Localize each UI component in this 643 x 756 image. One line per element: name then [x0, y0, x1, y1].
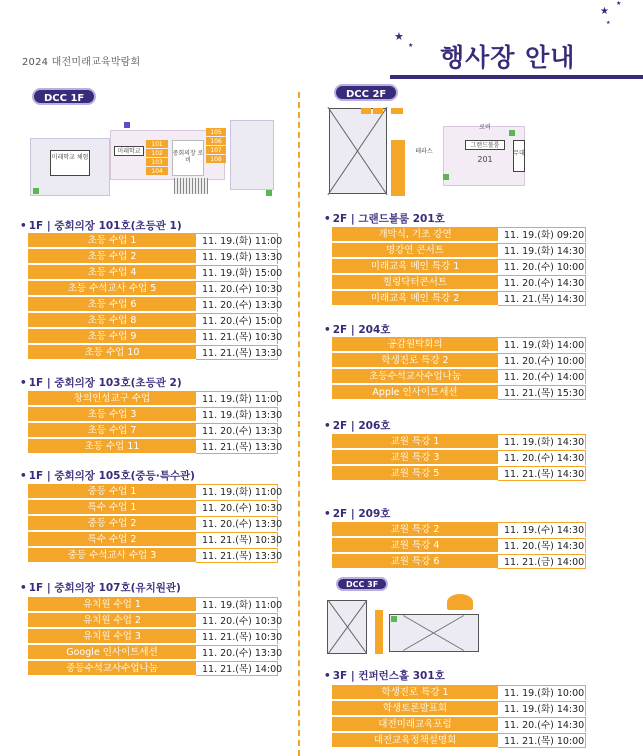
- map-room-201-label: 201: [477, 155, 493, 164]
- page-title: 행사장 안내: [440, 43, 576, 72]
- section-title-text: 2F | 그랜드볼룸 201호: [332, 213, 445, 225]
- session-name: 초등 수업 1: [28, 233, 196, 248]
- map-stairs: [174, 178, 208, 194]
- session-time: 11. 21.(목) 10:00: [498, 733, 586, 748]
- bullet-icon: •: [324, 213, 331, 225]
- event-subtitle: 2024 대전미래교육박람회: [22, 57, 141, 68]
- bullet-icon: •: [324, 508, 331, 520]
- bullet-icon: •: [20, 220, 27, 232]
- session-time: 11. 20.(수) 10:30: [196, 500, 278, 515]
- session-name: 공감원탁회의: [332, 337, 498, 352]
- floor-label-2f: DCC 2F: [334, 84, 398, 101]
- map-room-105-label: 105: [210, 129, 222, 136]
- session-name: 교원 특강 6: [332, 554, 498, 569]
- session-name: Apple 인사이트세션: [332, 385, 498, 400]
- session-name: 유치원 수업 1: [28, 597, 196, 612]
- schedule-row: [332, 227, 586, 243]
- schedule-row: [332, 466, 586, 482]
- session-name: 유치원 수업 3: [28, 629, 196, 644]
- session-name: 초등 수석교사 수업 5: [28, 281, 196, 296]
- bullet-icon: •: [20, 470, 27, 482]
- schedule-row: [28, 548, 283, 564]
- schedule-table: [332, 337, 586, 401]
- schedule-row: [332, 369, 586, 385]
- map-lobby-2f-label: 로비: [479, 124, 491, 131]
- schedule-row: [28, 407, 283, 423]
- schedule-table: [28, 233, 283, 361]
- schedule-row: [28, 629, 283, 645]
- bullet-icon: •: [324, 670, 331, 682]
- session-name: 특수 수업 2: [28, 532, 196, 547]
- session-time: 11. 20.(수) 10:00: [498, 259, 586, 274]
- schedule-row: [28, 345, 283, 361]
- session-name: 학생진로 특강 2: [332, 353, 498, 368]
- section-title-text: 1F | 중회의장 105호(중등·특수관): [28, 470, 195, 482]
- session-time: 11. 19.(화) 15:00: [196, 265, 278, 280]
- map-room-102-label: 102: [151, 150, 163, 157]
- session-time: 11. 21.(목) 14:30: [498, 466, 586, 481]
- map-room-future-school-label: 미래학교: [117, 148, 141, 155]
- session-time: 11. 21.(금) 14:00: [498, 554, 586, 569]
- schedule-row: [28, 297, 283, 313]
- session-time: 11. 20.(수) 14:30: [498, 275, 586, 290]
- session-name: 창의인성교구 수업: [28, 391, 196, 406]
- session-name: 교원 특강 4: [332, 538, 498, 553]
- session-name: 대전미래교육포럼: [332, 717, 498, 732]
- schedule-row: [332, 554, 586, 570]
- star-icon: ★: [616, 0, 622, 7]
- map-marker: [391, 616, 397, 622]
- schedule-row: [28, 532, 283, 548]
- section-title-text: 1F | 중회의장 107호(유치원관): [28, 582, 181, 594]
- session-name: 초등 수업 7: [28, 423, 196, 438]
- session-name: 교원 특강 5: [332, 466, 498, 481]
- schedule-row: [28, 516, 283, 532]
- session-name: 개막식, 기조 강연: [332, 227, 498, 242]
- session-time: 11. 20.(수) 14:30: [498, 717, 586, 732]
- schedule-row: [28, 645, 283, 661]
- session-time: 11. 19.(화) 14:00: [498, 337, 586, 352]
- session-time: 11. 21.(목) 10:30: [196, 629, 278, 644]
- session-time: 11. 20.(수) 14:00: [498, 369, 586, 384]
- schedule-table: [332, 434, 586, 482]
- star-icon: ★: [600, 6, 609, 17]
- section-title: [324, 668, 445, 683]
- session-name: 미래교육 메인 특강 2: [332, 291, 498, 306]
- section-title-text: 2F | 209호: [332, 508, 391, 520]
- floor-map-2f: [325, 104, 533, 198]
- section-title: [324, 211, 445, 226]
- section-title: [324, 506, 390, 521]
- session-name: 교원 특강 2: [332, 522, 498, 537]
- map-marker: [124, 122, 130, 128]
- star-icon: ★: [606, 20, 611, 26]
- section-title-text: 2F | 204호: [332, 324, 391, 336]
- session-time: 11. 20.(목) 14:30: [498, 538, 586, 553]
- schedule-row: [28, 329, 283, 345]
- map-room-108-label: 108: [210, 156, 222, 163]
- session-time: 11. 21.(목) 14:30: [498, 291, 586, 306]
- map-room-301: [447, 594, 473, 610]
- star-icon: ★: [394, 30, 404, 43]
- schedule-row: [28, 500, 283, 516]
- session-name: 초등 수업 2: [28, 249, 196, 264]
- column-divider: [298, 92, 300, 756]
- session-time: 11. 21.(목) 13:30: [196, 345, 278, 360]
- map-room-107-label: 107: [210, 147, 222, 154]
- session-time: 11. 19.(화) 14:30: [498, 701, 586, 716]
- session-time: 11. 21.(목) 13:30: [196, 548, 278, 563]
- section-title: [20, 580, 181, 595]
- session-name: 초등 수업 8: [28, 313, 196, 328]
- schedule-row: [332, 701, 586, 717]
- schedule-row: [332, 685, 586, 701]
- session-name: 학생진로 특강 1: [332, 685, 498, 700]
- schedule-row: [332, 538, 586, 554]
- session-name: 힐링닥터콘서트: [332, 275, 498, 290]
- session-time: 11. 21.(목) 14:00: [196, 661, 278, 676]
- section-title: [20, 375, 182, 390]
- schedule-row: [28, 597, 283, 613]
- bullet-icon: •: [20, 377, 27, 389]
- session-time: 11. 21.(목) 10:30: [196, 532, 278, 547]
- schedule-row: [332, 434, 586, 450]
- session-time: 11. 21.(목) 13:30: [196, 439, 278, 454]
- session-name: Google 인사이트세션: [28, 645, 196, 660]
- map-room-103-label: 103: [151, 159, 163, 166]
- schedule-table: [28, 597, 283, 677]
- session-time: 11. 19.(수) 14:30: [498, 522, 586, 537]
- session-time: 11. 19.(화) 13:30: [196, 249, 278, 264]
- schedule-row: [28, 391, 283, 407]
- schedule-table: [28, 484, 283, 564]
- map-room-209: [391, 108, 403, 114]
- session-time: 11. 20.(수) 10:30: [196, 281, 278, 296]
- schedule-row: [28, 439, 283, 455]
- section-title: [20, 218, 182, 233]
- section-title: [20, 468, 195, 483]
- schedule-row: [28, 265, 283, 281]
- session-name: 대전교육정책설명회: [332, 733, 498, 748]
- session-time: 11. 20.(수) 10:00: [498, 353, 586, 368]
- map-terrace-label: 테라스: [415, 148, 433, 155]
- session-name: 미래교육 메인 특강 1: [332, 259, 498, 274]
- section-title-text: 2F | 206호: [332, 420, 391, 432]
- session-name: 초등 수업 4: [28, 265, 196, 280]
- session-name: 초등 수업 6: [28, 297, 196, 312]
- session-time: 11. 21.(목) 15:30: [498, 385, 586, 400]
- schedule-row: [332, 733, 586, 749]
- session-name: 초등수석교사수업나눔: [332, 369, 498, 384]
- map-room-experience-label: 미래학교 체험: [51, 154, 89, 161]
- session-time: 11. 19.(화) 11:00: [196, 233, 278, 248]
- map-room-104-label: 104: [151, 168, 163, 175]
- session-time: 11. 20.(수) 13:30: [196, 516, 278, 531]
- schedule-table: [332, 227, 586, 307]
- schedule-row: [332, 450, 586, 466]
- session-time: 11. 19.(화) 11:00: [196, 597, 278, 612]
- session-time: 11. 19.(화) 11:00: [196, 391, 278, 406]
- session-time: 11. 20.(수) 13:30: [196, 645, 278, 660]
- session-name: 교원 특강 3: [332, 450, 498, 465]
- session-time: 11. 19.(화) 09:20: [498, 227, 586, 242]
- schedule-row: [28, 313, 283, 329]
- floor-label-1f: DCC 1F: [32, 88, 96, 105]
- session-name: 초등 수업 9: [28, 329, 196, 344]
- schedule-row: [28, 423, 283, 439]
- map-marker: [33, 188, 39, 194]
- session-name: 중등 수업 1: [28, 484, 196, 499]
- session-name: 초등 수업 3: [28, 407, 196, 422]
- map-marker: [509, 130, 515, 136]
- session-time: 11. 21.(목) 10:30: [196, 329, 278, 344]
- schedule-row: [28, 249, 283, 265]
- schedule-table: [332, 522, 586, 570]
- schedule-row: [28, 613, 283, 629]
- section-title: [324, 322, 390, 337]
- session-name: 유치원 수업 2: [28, 613, 196, 628]
- session-time: 11. 19.(화) 14:30: [498, 434, 586, 449]
- session-name: 중등수석교사수업나눔: [28, 661, 196, 676]
- map-marker: [266, 190, 272, 196]
- map-lobby-label: 중회의장 로비: [172, 150, 204, 164]
- map-room-106-label: 106: [210, 138, 222, 145]
- map-3f-stairs: [375, 610, 383, 654]
- map-room-stack: [391, 140, 405, 196]
- map-room-204: [361, 108, 371, 114]
- bullet-icon: •: [20, 582, 27, 594]
- session-name: 교원 특강 1: [332, 434, 498, 449]
- map-ballroom-label: 그랜드볼룸: [470, 142, 500, 149]
- session-time: 11. 20.(수) 15:00: [196, 313, 278, 328]
- map-stage-label: 무대: [513, 150, 525, 157]
- schedule-row: [332, 243, 586, 259]
- session-time: 11. 20.(수) 10:30: [196, 613, 278, 628]
- session-time: 11. 20.(수) 14:30: [498, 450, 586, 465]
- floor-map-1f: [30, 110, 275, 200]
- bullet-icon: •: [324, 324, 331, 336]
- schedule-row: [28, 661, 283, 677]
- session-time: 11. 19.(화) 13:30: [196, 407, 278, 422]
- schedule-row: [28, 484, 283, 500]
- session-name: 초등 수업 11: [28, 439, 196, 454]
- session-name: 중등 수업 2: [28, 516, 196, 531]
- session-name: 학생토론발표회: [332, 701, 498, 716]
- section-title: [324, 418, 390, 433]
- section-title-text: 1F | 중회의장 103호(초등관 2): [28, 377, 182, 389]
- session-name: 명강연 콘서트: [332, 243, 498, 258]
- session-time: 11. 19.(화) 10:00: [498, 685, 586, 700]
- session-name: 중등 수석교사 수업 3: [28, 548, 196, 563]
- schedule-row: [332, 353, 586, 369]
- star-icon: ★: [408, 42, 414, 49]
- schedule-row: [332, 522, 586, 538]
- session-name: 초등 수업 10: [28, 345, 196, 360]
- schedule-row: [332, 385, 586, 401]
- schedule-row: [332, 291, 586, 307]
- floor-map-3f: [325, 592, 485, 662]
- map-east-hall: [230, 120, 274, 190]
- bullet-icon: •: [324, 420, 331, 432]
- session-time: 11. 19.(화) 11:00: [196, 484, 278, 499]
- title-underline: [390, 75, 643, 79]
- schedule-row: [332, 275, 586, 291]
- session-time: 11. 20.(수) 13:30: [196, 423, 278, 438]
- schedule-row: [332, 259, 586, 275]
- map-room-206: [373, 108, 383, 114]
- schedule-row: [332, 337, 586, 353]
- schedule-row: [28, 233, 283, 249]
- session-name: 특수 수업 1: [28, 500, 196, 515]
- schedule-table: [28, 391, 283, 455]
- session-time: 11. 19.(화) 14:30: [498, 243, 586, 258]
- floor-label-3f: DCC 3F: [336, 577, 388, 591]
- schedule-row: [28, 281, 283, 297]
- section-title-text: 1F | 중회의장 101호(초등관 1): [28, 220, 182, 232]
- schedule-table: [332, 685, 586, 749]
- section-title-text: 3F | 컨퍼런스홀 301호: [332, 670, 445, 682]
- schedule-row: [332, 717, 586, 733]
- map-marker: [443, 174, 449, 180]
- map-room-101-label: 101: [151, 141, 163, 148]
- session-time: 11. 20.(수) 13:30: [196, 297, 278, 312]
